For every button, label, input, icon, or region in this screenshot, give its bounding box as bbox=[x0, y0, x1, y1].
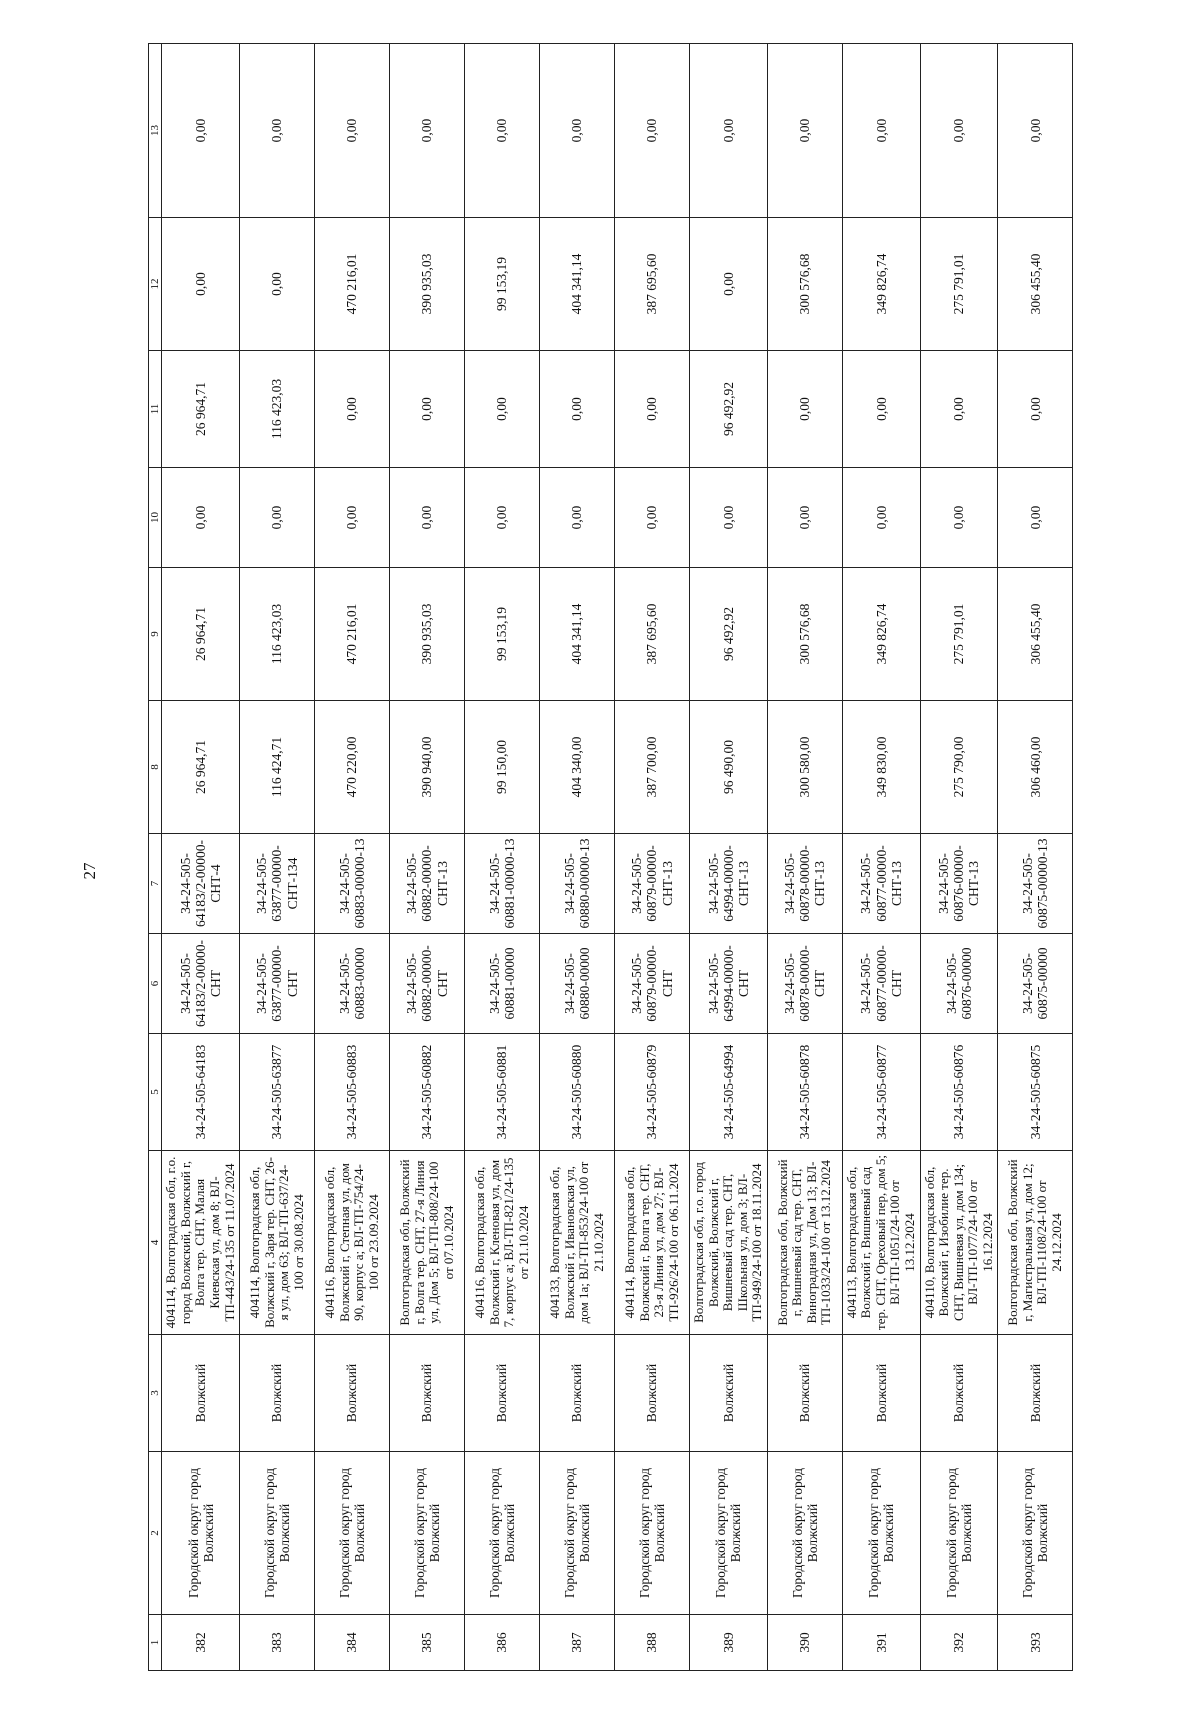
column-number-4: 4 bbox=[149, 1151, 162, 1335]
cell-municipality: Городской округ город Волжский bbox=[240, 1452, 315, 1615]
cell-district: Волжский bbox=[767, 1335, 842, 1452]
cell-municipality: Городской округ город Волжский bbox=[998, 1452, 1073, 1615]
cell-amount-col-11: 0,00 bbox=[315, 351, 390, 468]
cell-amount-col-13: 0,00 bbox=[315, 44, 390, 218]
cell-amount-col-11: 0,00 bbox=[998, 351, 1073, 468]
cell-district: Волжский bbox=[920, 1335, 998, 1452]
cell-amount-col-12: 300 576,68 bbox=[767, 218, 842, 351]
cell-row-number: 386 bbox=[465, 1615, 540, 1671]
cell-amount-col-13: 0,00 bbox=[390, 44, 465, 218]
cell-amount-col-13: 0,00 bbox=[767, 44, 842, 218]
table-row bbox=[690, 44, 768, 1671]
cell-row-number: 390 bbox=[767, 1615, 842, 1671]
cell-row-number: 387 bbox=[540, 1615, 615, 1671]
cell-cadastral-quarter: 34-24-505-60882 bbox=[390, 1034, 465, 1151]
cell-amount-col-12: 0,00 bbox=[240, 218, 315, 351]
cell-row-number: 383 bbox=[240, 1615, 315, 1671]
cell-district: Волжский bbox=[842, 1335, 920, 1452]
cell-amount-col-13: 0,00 bbox=[920, 44, 998, 218]
cell-amount-col-11: 0,00 bbox=[842, 351, 920, 468]
column-number-1: 1 bbox=[149, 1615, 162, 1671]
cell-district: Волжский bbox=[390, 1335, 465, 1452]
cell-amount-col-12: 470 216,01 bbox=[315, 218, 390, 351]
cell-amount-col-10: 0,00 bbox=[540, 468, 615, 568]
cell-district: Волжский bbox=[690, 1335, 768, 1452]
column-number-11: 11 bbox=[149, 351, 162, 468]
cell-row-number: 385 bbox=[390, 1615, 465, 1671]
cell-district: Волжский bbox=[240, 1335, 315, 1452]
cell-cadastral-quarter: 34-24-505-60876 bbox=[920, 1034, 998, 1151]
table-row bbox=[315, 44, 390, 1671]
cell-object-id: 34-24-505-63877-00000-СНТ bbox=[240, 934, 315, 1034]
cell-cost-actual: 349 826,74 bbox=[842, 568, 920, 701]
cell-row-number: 393 bbox=[998, 1615, 1073, 1671]
cell-cadastral-quarter: 34-24-505-60875 bbox=[998, 1034, 1073, 1151]
cell-sub-object-id: 34-24-505-60881-00000-13 bbox=[465, 834, 540, 934]
cell-cost-estimate: 387 700,00 bbox=[615, 701, 690, 834]
cell-amount-col-11: 0,00 bbox=[540, 351, 615, 468]
cell-amount-col-13: 0,00 bbox=[690, 44, 768, 218]
page-number: 27 bbox=[80, 862, 99, 880]
cell-municipality: Городской округ город Волжский bbox=[767, 1452, 842, 1615]
column-number-row bbox=[149, 44, 162, 1671]
cell-cadastral-quarter: 34-24-505-60881 bbox=[465, 1034, 540, 1151]
cell-cost-actual: 116 423,03 bbox=[240, 568, 315, 701]
cell-sub-object-id: 34-24-505-60880-00000-13 bbox=[540, 834, 615, 934]
cell-object-id: 34-24-505-60883-00000 bbox=[315, 934, 390, 1034]
cell-cost-estimate: 404 340,00 bbox=[540, 701, 615, 834]
cell-address-contract: Волгоградская обл, Волжский г, Волга тер. СНТ, 27-я Линия ул, Дом 5; ВЛ-ТП-808/24-100 от 07.10.2024 bbox=[390, 1151, 465, 1335]
cell-sub-object-id: 34-24-505-60879-00000-СНТ-13 bbox=[615, 834, 690, 934]
cell-address-contract: 404116, Волгоградская обл, Волжский г, Степная ул, дом 90, корпус а; ВЛ-ТП-754/24-100 от 23.09.2024 bbox=[315, 1151, 390, 1335]
cell-amount-col-13: 0,00 bbox=[615, 44, 690, 218]
cell-amount-col-13: 0,00 bbox=[842, 44, 920, 218]
cell-district: Волжский bbox=[540, 1335, 615, 1452]
cell-cost-actual: 275 791,01 bbox=[920, 568, 998, 701]
cell-cadastral-quarter: 34-24-505-60877 bbox=[842, 1034, 920, 1151]
cell-address-contract: Волгоградская обл, Волжский г, Вишневый сад тер. СНТ, Виноградная ул, Дом 13; ВЛ-ТП-1033/24-100 от 13.12.2024 bbox=[767, 1151, 842, 1335]
cell-amount-col-10: 0,00 bbox=[615, 468, 690, 568]
table-row bbox=[465, 44, 540, 1671]
cell-cost-estimate: 26 964,71 bbox=[162, 701, 240, 834]
cell-cadastral-quarter: 34-24-505-64994 bbox=[690, 1034, 768, 1151]
cell-cadastral-quarter: 34-24-505-60880 bbox=[540, 1034, 615, 1151]
register-table-wrapper bbox=[148, 44, 1062, 1671]
cell-amount-col-12: 275 791,01 bbox=[920, 218, 998, 351]
cell-amount-col-10: 0,00 bbox=[920, 468, 998, 568]
cell-object-id: 34-24-505-60875-00000 bbox=[998, 934, 1073, 1034]
cell-sub-object-id: 34-24-505-60883-00000-13 bbox=[315, 834, 390, 934]
cell-amount-col-12: 390 935,03 bbox=[390, 218, 465, 351]
table-row bbox=[390, 44, 465, 1671]
cell-sub-object-id: 34-24-505-64994-00000-СНТ-13 bbox=[690, 834, 768, 934]
cell-address-contract: Волгоградская обл, г.о. город Волжский, Волжский г, Вишневый сад тер. СНТ, Школьная ул, дом 3; ВЛ-ТП-949/24-100 от 18.11.2024 bbox=[690, 1151, 768, 1335]
cell-row-number: 389 bbox=[690, 1615, 768, 1671]
cell-amount-col-13: 0,00 bbox=[540, 44, 615, 218]
cell-amount-col-13: 0,00 bbox=[162, 44, 240, 218]
cell-cadastral-quarter: 34-24-505-60878 bbox=[767, 1034, 842, 1151]
cell-amount-col-12: 349 826,74 bbox=[842, 218, 920, 351]
cell-object-id: 34-24-505-60880-00000 bbox=[540, 934, 615, 1034]
cell-row-number: 384 bbox=[315, 1615, 390, 1671]
cell-district: Волжский bbox=[615, 1335, 690, 1452]
cell-row-number: 392 bbox=[920, 1615, 998, 1671]
column-number-3: 3 bbox=[149, 1335, 162, 1452]
cell-cost-actual: 26 964,71 bbox=[162, 568, 240, 701]
cell-cadastral-quarter: 34-24-505-64183 bbox=[162, 1034, 240, 1151]
cell-cost-estimate: 390 940,00 bbox=[390, 701, 465, 834]
cell-cadastral-quarter: 34-24-505-60883 bbox=[315, 1034, 390, 1151]
cell-amount-col-10: 0,00 bbox=[162, 468, 240, 568]
cell-amount-col-11: 0,00 bbox=[615, 351, 690, 468]
cell-object-id: 34-24-505-60878-00000-СНТ bbox=[767, 934, 842, 1034]
cell-amount-col-12: 387 695,60 bbox=[615, 218, 690, 351]
table-row bbox=[540, 44, 615, 1671]
column-number-8: 8 bbox=[149, 701, 162, 834]
cell-municipality: Городской округ город Волжский bbox=[920, 1452, 998, 1615]
cell-cost-actual: 470 216,01 bbox=[315, 568, 390, 701]
cell-row-number: 391 bbox=[842, 1615, 920, 1671]
cell-cost-estimate: 99 150,00 bbox=[465, 701, 540, 834]
column-number-7: 7 bbox=[149, 834, 162, 934]
cell-address-contract: 404114, Волгоградская обл, г.о. город Волжский, Волжский г, Волга тер. СНТ, Малая Киевская ул, дом 8; ВЛ-ТП-443/24-135 от 11.07.2024 bbox=[162, 1151, 240, 1335]
cell-municipality: Городской округ город Волжский bbox=[540, 1452, 615, 1615]
cell-amount-col-11: 0,00 bbox=[390, 351, 465, 468]
table-row bbox=[240, 44, 315, 1671]
cell-amount-col-10: 0,00 bbox=[842, 468, 920, 568]
cell-amount-col-10: 0,00 bbox=[998, 468, 1073, 568]
cell-address-contract: 404133, Волгоградская обл, Волжский г, Ивановская ул, дом 1а; ВЛ-ТП-853/24-100 от 21.10.2024 bbox=[540, 1151, 615, 1335]
cell-amount-col-11: 0,00 bbox=[920, 351, 998, 468]
cell-cost-actual: 96 492,92 bbox=[690, 568, 768, 701]
cell-object-id: 34-24-505-60881-00000 bbox=[465, 934, 540, 1034]
cell-address-contract: 404114, Волгоградская обл, Волжский г, Волга тер. СНТ, 23-я Линия ул, дом 27; ВЛ-ТП-926/24-100 от 06.11.2024 bbox=[615, 1151, 690, 1335]
cell-amount-col-12: 0,00 bbox=[690, 218, 768, 351]
cell-row-number: 382 bbox=[162, 1615, 240, 1671]
cell-object-id: 34-24-505-64994-00000-СНТ bbox=[690, 934, 768, 1034]
cell-cost-actual: 99 153,19 bbox=[465, 568, 540, 701]
cell-amount-col-11: 116 423,03 bbox=[240, 351, 315, 468]
table-row bbox=[615, 44, 690, 1671]
cell-amount-col-13: 0,00 bbox=[465, 44, 540, 218]
cell-municipality: Городской округ город Волжский bbox=[690, 1452, 768, 1615]
cell-sub-object-id: 34-24-505-60882-00000-СНТ-13 bbox=[390, 834, 465, 934]
cell-amount-col-13: 0,00 bbox=[240, 44, 315, 218]
cell-municipality: Городской округ город Волжский bbox=[842, 1452, 920, 1615]
cell-sub-object-id: 34-24-505-60875-00000-13 bbox=[998, 834, 1073, 934]
cell-amount-col-12: 306 455,40 bbox=[998, 218, 1073, 351]
cell-object-id: 34-24-505-60882-00000-СНТ bbox=[390, 934, 465, 1034]
cell-cost-actual: 387 695,60 bbox=[615, 568, 690, 701]
column-number-9: 9 bbox=[149, 568, 162, 701]
cell-amount-col-13: 0,00 bbox=[998, 44, 1073, 218]
cell-amount-col-10: 0,00 bbox=[315, 468, 390, 568]
table-row bbox=[920, 44, 998, 1671]
cell-address-contract: Волгоградская обл, Волжский г, Магистральная ул, дом 12; ВЛ-ТП-1108/24-100 от 24.12.2024 bbox=[998, 1151, 1073, 1335]
column-number-6: 6 bbox=[149, 934, 162, 1034]
table-row bbox=[162, 44, 240, 1671]
cell-cost-estimate: 96 490,00 bbox=[690, 701, 768, 834]
cell-object-id: 34-24-505-64183/2-00000-СНТ bbox=[162, 934, 240, 1034]
cell-amount-col-10: 0,00 bbox=[240, 468, 315, 568]
table-row bbox=[998, 44, 1073, 1671]
cell-row-number: 388 bbox=[615, 1615, 690, 1671]
cell-cost-actual: 390 935,03 bbox=[390, 568, 465, 701]
cell-cost-actual: 404 341,14 bbox=[540, 568, 615, 701]
cell-amount-col-11: 96 492,92 bbox=[690, 351, 768, 468]
cell-address-contract: 404113, Волгоградская обл, Волжский г, Вишневый сад тер. СНТ, Ореховый пер, дом 5; ВЛ-ТП-1051/24-100 от 13.12.2024 bbox=[842, 1151, 920, 1335]
cell-amount-col-10: 0,00 bbox=[390, 468, 465, 568]
cell-sub-object-id: 34-24-505-60876-00000-СНТ-13 bbox=[920, 834, 998, 934]
column-number-12: 12 bbox=[149, 218, 162, 351]
column-number-2: 2 bbox=[149, 1452, 162, 1615]
cell-cost-estimate: 470 220,00 bbox=[315, 701, 390, 834]
cell-cost-estimate: 300 580,00 bbox=[767, 701, 842, 834]
table-row bbox=[842, 44, 920, 1671]
cell-municipality: Городской округ город Волжский bbox=[390, 1452, 465, 1615]
cell-object-id: 34-24-505-60876-00000 bbox=[920, 934, 998, 1034]
cell-municipality: Городской округ город Волжский bbox=[465, 1452, 540, 1615]
cell-district: Волжский bbox=[315, 1335, 390, 1452]
cell-sub-object-id: 34-24-505-63877-00000-СНТ-134 bbox=[240, 834, 315, 934]
cell-district: Волжский bbox=[998, 1335, 1073, 1452]
column-number-13: 13 bbox=[149, 44, 162, 218]
cell-amount-col-11: 0,00 bbox=[767, 351, 842, 468]
register-table bbox=[148, 43, 1073, 1671]
cell-municipality: Городской округ город Волжский bbox=[162, 1452, 240, 1615]
cell-cost-actual: 306 455,40 bbox=[998, 568, 1073, 701]
cell-amount-col-12: 404 341,14 bbox=[540, 218, 615, 351]
cell-municipality: Городской округ город Волжский bbox=[615, 1452, 690, 1615]
table-row bbox=[767, 44, 842, 1671]
cell-amount-col-11: 0,00 bbox=[465, 351, 540, 468]
cell-amount-col-10: 0,00 bbox=[690, 468, 768, 568]
cell-object-id: 34-24-505-60879-00000-СНТ bbox=[615, 934, 690, 1034]
cell-cost-estimate: 306 460,00 bbox=[998, 701, 1073, 834]
cell-cost-estimate: 275 790,00 bbox=[920, 701, 998, 834]
cell-address-contract: 404110, Волгоградская обл, Волжский г, Изобилие тер. СНТ, Вишневая ул, дом 134; ВЛ-ТП-1077/24-100 от 16.12.2024 bbox=[920, 1151, 998, 1335]
cell-address-contract: 404114, Волгоградская обл, Волжский г, Заря тер. СНТ, 26-я ул, дом 63; ВЛ-ТП-637/24-100 от 30.08.2024 bbox=[240, 1151, 315, 1335]
cell-sub-object-id: 34-24-505-60878-00000-СНТ-13 bbox=[767, 834, 842, 934]
cell-amount-col-12: 0,00 bbox=[162, 218, 240, 351]
cell-amount-col-11: 26 964,71 bbox=[162, 351, 240, 468]
cell-cost-actual: 300 576,68 bbox=[767, 568, 842, 701]
cell-amount-col-10: 0,00 bbox=[465, 468, 540, 568]
table-body bbox=[162, 44, 1073, 1671]
cell-amount-col-12: 99 153,19 bbox=[465, 218, 540, 351]
cell-cadastral-quarter: 34-24-505-60879 bbox=[615, 1034, 690, 1151]
cell-sub-object-id: 34-24-505-60877-00000-СНТ-13 bbox=[842, 834, 920, 934]
cell-sub-object-id: 34-24-505-64183/2-00000-СНТ-4 bbox=[162, 834, 240, 934]
cell-cost-estimate: 116 424,71 bbox=[240, 701, 315, 834]
cell-cost-estimate: 349 830,00 bbox=[842, 701, 920, 834]
cell-municipality: Городской округ город Волжский bbox=[315, 1452, 390, 1615]
cell-amount-col-10: 0,00 bbox=[767, 468, 842, 568]
cell-cadastral-quarter: 34-24-505-63877 bbox=[240, 1034, 315, 1151]
column-number-10: 10 bbox=[149, 468, 162, 568]
cell-district: Волжский bbox=[465, 1335, 540, 1452]
cell-address-contract: 404116, Волгоградская обл, Волжский г, Кленовая ул, дом 7, корпус а; ВЛ-ТП-821/24-135 от 21.10.2024 bbox=[465, 1151, 540, 1335]
column-number-5: 5 bbox=[149, 1034, 162, 1151]
cell-district: Волжский bbox=[162, 1335, 240, 1452]
cell-object-id: 34-24-505-60877-00000-СНТ bbox=[842, 934, 920, 1034]
